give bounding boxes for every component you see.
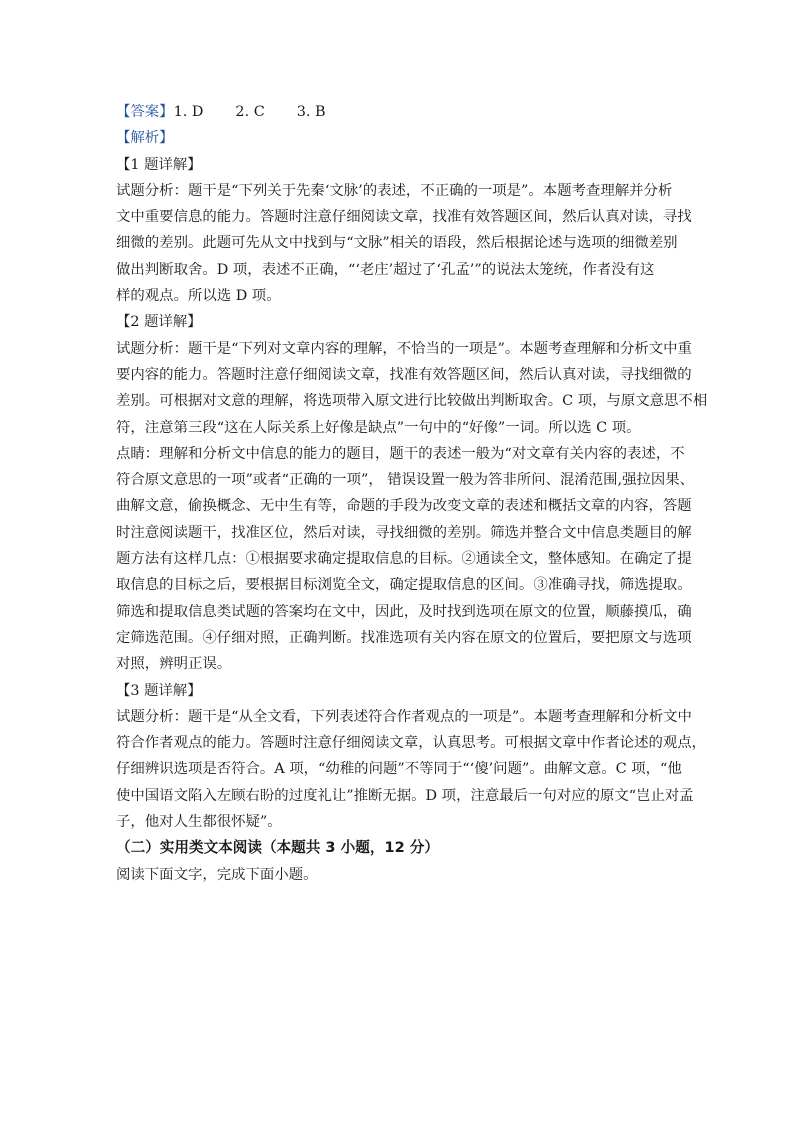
q1-line: 试题分析：题干是“下列关于先秦‘文脉’的表述，不正确的一项是”。本题考查理解并分析 — [116, 182, 673, 199]
document-body — [116, 99, 708, 888]
section-title: （二）实用类文本阅读（本题共 3 小题，12 分） — [116, 839, 439, 857]
q2-heading: 【2 题详解】 — [116, 314, 202, 331]
q1-heading: 【1 题详解】 — [116, 156, 202, 173]
answer-2: 2. C — [235, 104, 265, 120]
q1-line: 细微的差别。此题可先从文中找到与“文脉”相关的语段，然后根据论述与选项的细微差别 — [116, 235, 678, 252]
q2-line: 符，注意第三段“这在人际关系上好像是缺点”一句中的“好像”一词。所以选 C 项。 — [116, 419, 641, 436]
q1-line: 做出判断取舍。D 项，表述不正确，“‘老庄’超过了‘孔孟’”的说法太笼统，作者没有这 — [116, 261, 655, 278]
answer-label: 【答案】 — [116, 104, 174, 120]
analysis-label: 【解析】 — [116, 130, 174, 147]
q2-line: 点睛：理解和分析文中信息的能力的题目，题干的表述一般为“对文章有关内容的表述，不 — [116, 445, 685, 462]
q2-line: 试题分析：题干是“下列对文章内容的理解，不恰当的一项是”。本题考查理解和分析文中重 — [116, 340, 692, 357]
q2-line: 差别。可根据对文意的理解，将选项带入原文进行比较做出判断取舍。C 项，与原文意思不相 — [116, 393, 708, 410]
q2-line: 取信息的目标之后，要根据目标浏览全文，确定提取信息的区间。③准确寻找，筛选提取。 — [116, 577, 692, 594]
answer-3: 3. B — [296, 104, 326, 120]
q2-line: 要内容的能力。答题时注意仔细阅读文章，找准有效答题区间，然后认真对读，寻找细微的 — [116, 366, 692, 383]
q2-line: 定筛选范围。④仔细对照，正确判断。找准选项有关内容在原文的位置后，要把原文与选项 — [116, 629, 692, 646]
q2-line: 筛选和提取信息类试题的答案均在文中，因此，及时找到选项在原文的位置，顺藤摸瓜，确 — [116, 603, 692, 620]
q1-line: 文中重要信息的能力。答题时注意仔细阅读文章，找准有效答题区间，然后认真对读，寻找 — [116, 209, 692, 226]
q2-line: 题方法有这样几点：①根据要求确定提取信息的目标。②通读全文，整体感知。在确定了提 — [116, 551, 692, 568]
q1-line: 样的观点。所以选 D 项。 — [116, 288, 281, 305]
answer-line — [116, 99, 686, 125]
q3-heading: 【3 题详解】 — [116, 682, 202, 699]
q3-line: 使中国语文陷入左顾右盼的过度礼让”推断无据。D 项，注意最后一句对应的原文“岂止对孟 — [116, 787, 694, 804]
q3-line: 试题分析：题干是“从全文看，下列表述符合作者观点的一项是”。本题考查理解和分析文中 — [116, 708, 692, 725]
answer-1: 1. D — [173, 104, 204, 120]
q2-line: 符合原文意思的一项”或者“正确的一项”， 错误设置一般为答非所问、混淆范围,强拉因果、 — [116, 472, 695, 489]
q2-line: 曲解文意，偷换概念、无中生有等，命题的手段为改变文章的表述和概括文章的内容，答题 — [116, 498, 692, 515]
q3-line: 符合作者观点的能力。答题时注意仔细阅读文章，认真思考。可根据文章中作者论述的观点， — [116, 735, 707, 752]
q2-line: 对照，辨明正误。 — [116, 656, 232, 673]
section-instruction: 阅读下面文字，完成下面小题。 — [116, 866, 318, 883]
q2-line: 时注意阅读题干，找准区位，然后对读，寻找细微的差别。筛选并整合文中信息类题目的解 — [116, 524, 692, 541]
q3-line: 仔细辨识选项是否符合。A 项，“幼稚的问题”不等同于“‘傻’问题”。曲解文意。C 项，“他 — [116, 761, 682, 778]
q3-line: 子，他对人生都很怀疑”。 — [116, 814, 282, 831]
